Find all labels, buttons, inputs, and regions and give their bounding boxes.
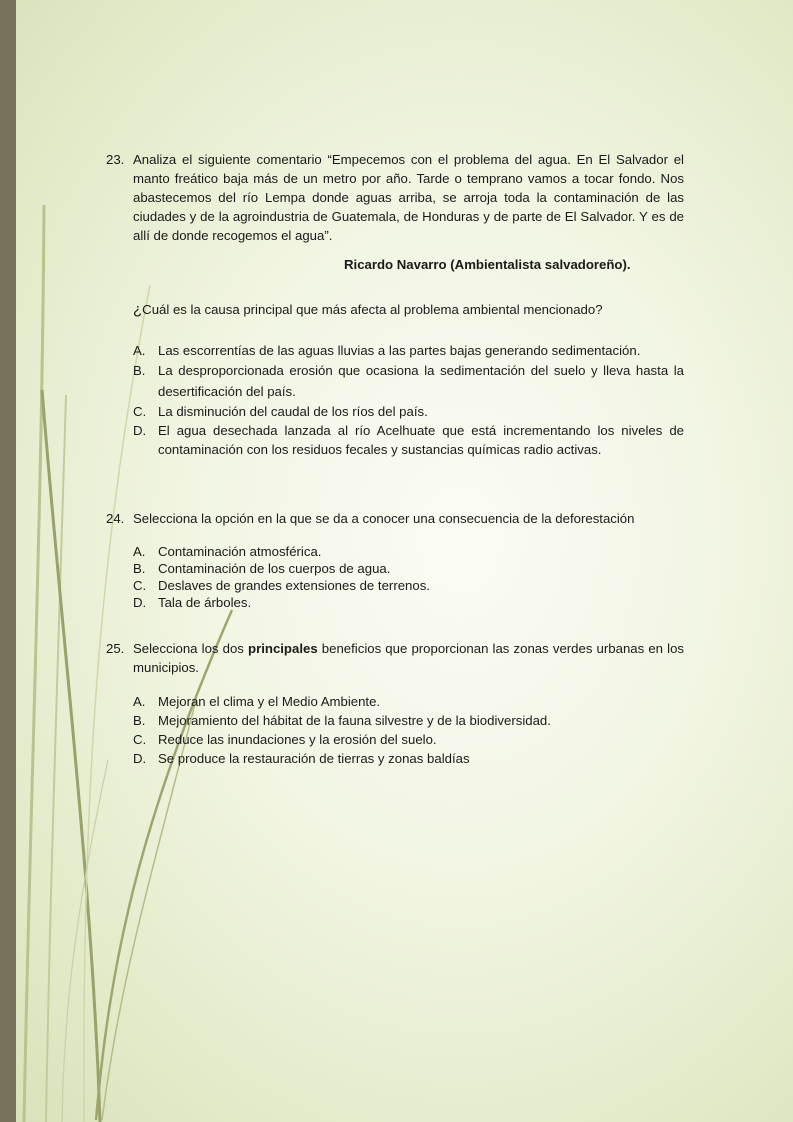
option-c: C. Deslaves de grandes extensiones de terrenos. [133,578,430,593]
options-list [133,543,684,611]
question-prompt [133,300,684,319]
question-text: Selecciona los dos principales beneficios que proporcionan las zonas verdes urbanas en los municipios. [133,641,684,675]
left-color-bar [0,0,16,1122]
question-number: 25. [106,641,125,656]
option-a: A. Mejoran el clima y el Medio Ambiente. [133,694,381,709]
option-d: D. Tala de árboles. [133,595,252,610]
option-d: D. Se produce la restauración de tierras y zonas baldías [133,751,470,766]
options-list [133,341,684,459]
question-text: Analiza el siguiente comentario “Empecemos con el problema del agua. En El Salvador el manto freático baja más de un metro por año. Tarde o temprano vamos a tocar fondo. Nos abastecemos del río Lempa donde aguas arriba, se arroja toda la contaminación de las ciudades y de la agroindustria de Guatemala, de Honduras y de parte de El Salvador. Y es de allí de donde recogemos el agua”. [133,152,684,243]
question-prompt-text: Cuál es la causa principal que más afecta al problema ambiental mencionado? [142,302,603,317]
option-b: B. Mejoramiento del hábitat de la fauna silvestre y de la biodiversidad. [133,713,551,728]
option-b: B. Contaminación de los cuerpos de agua. [133,561,391,576]
option-b: B. La desproporcionada erosión que ocasiona la sedimentación del suelo y lleva hasta la desertificación del país. [133,363,684,399]
options-list [133,692,684,768]
option-c: C. Reduce las inundaciones y la erosión del suelo. [133,732,437,747]
option-a: A. Contaminación atmosférica. [133,544,322,559]
question-number: 24. [106,511,125,526]
option-a: A. Las escorrentías de las aguas lluvias a las partes bajas generando sedimentación. [133,343,641,358]
question-number: 23. [106,152,125,167]
question-mark: ¿ [133,301,143,318]
quote-author: Ricardo Navarro (Ambientalista salvadoreño). [344,257,631,272]
document-content [106,150,684,768]
option-d: D. El agua desechada lanzada al río Acelhuate que está incrementando los niveles de contaminación con los residuos fecales y sustancias químicas radio activas. [133,423,684,457]
question-23 [106,150,684,459]
question-24 [106,509,684,611]
question-text: Selecciona la opción en la que se da a conocer una consecuencia de la deforestación [133,511,635,526]
option-c: C. La disminución del caudal de los ríos del país. [133,404,428,419]
question-25 [106,639,684,768]
emphasis-principales: principales [248,641,318,656]
